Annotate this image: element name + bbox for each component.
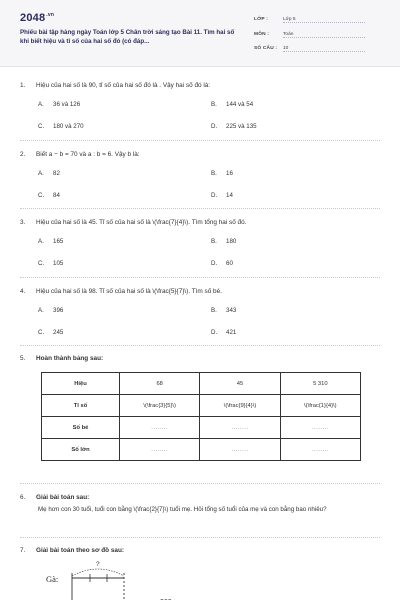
option-1a[interactable] [38,101,80,108]
table-row [42,373,361,395]
option-4a[interactable] [38,307,63,314]
segment-diagram-svg [38,560,338,600]
table-cell: \(\frac{1}{4}\) [280,395,360,417]
row-header: Số bé [42,417,120,439]
question-text: Hoàn thành bảng sau: [36,355,104,362]
option-letter: B. [211,170,217,177]
option-letter: A. [38,101,44,108]
row-header: Số lớn [42,439,120,461]
option-3d[interactable] [211,260,233,267]
question-6 [20,494,89,501]
option-text: 180 và 270 [53,123,84,130]
option-text: 180 [226,238,237,245]
option-2a[interactable] [38,170,60,177]
site-logo[interactable] [20,12,54,24]
table-cell: 5 310 [280,373,360,395]
option-letter: A. [38,307,44,314]
answer-blank[interactable]: ........ [200,417,280,439]
option-text: 421 [226,329,237,336]
option-letter: C. [38,329,45,336]
divider [20,277,380,278]
option-1c[interactable] [38,123,84,130]
table-row [42,417,361,439]
meta-label: LỚP : [254,17,269,22]
question-number: 6. [20,494,26,501]
question-title: Giải bài toán theo sơ đồ sau: [36,547,124,554]
option-text: 225 và 135 [226,123,257,130]
question-number: 4. [20,288,26,295]
meta-value: Toán [283,32,365,38]
table-cell: 68 [120,373,200,395]
option-text: 105 [53,260,64,267]
option-letter: A. [38,170,44,177]
answer-blank[interactable]: ........ [120,417,200,439]
question-3 [20,219,246,226]
table-cell: \(\frac{3}{5}\) [120,395,200,417]
question-7 [20,547,124,554]
option-text: 343 [226,307,237,314]
option-letter: B. [211,101,217,108]
question-number: 3. [20,219,26,226]
meta-value: 10 [283,46,365,52]
meta-label: SỐ CÂU : [254,46,278,51]
option-text: 36 và 126 [53,101,81,108]
question-title: Giải bài toán sau: [36,494,90,501]
divider [20,345,380,346]
row-header: Tỉ số [42,395,120,417]
option-3c[interactable] [38,260,63,267]
logo-text: 2048 [20,12,46,24]
option-text: 396 [53,307,64,314]
ratio-table [41,372,361,461]
question-number: 2. [20,151,26,158]
logo-suffix: .vn [46,12,55,19]
option-1d[interactable] [211,123,257,130]
option-letter: D. [211,260,218,267]
option-letter: C. [38,260,45,267]
option-letter: D. [211,329,218,336]
divider [20,537,380,538]
document-title: Phiếu bài tập hàng ngày Toán lớp 5 Chân trời sáng tạo Bài 11. Tìm hai số khi biết hiệu và tỉ số của hai số đó (có đáp... [20,29,235,45]
option-3b[interactable] [211,238,236,245]
row-header: Hiệu [42,373,120,395]
option-text: 14 [226,192,233,199]
option-text: 245 [53,329,64,336]
segment-diagram [38,560,338,600]
answer-blank[interactable]: ........ [200,439,280,461]
meta-row-subject [254,32,374,38]
meta-row-class [254,17,374,23]
table-row [42,439,361,461]
option-text: 16 [226,170,233,177]
question-text: Biết a − b = 70 và a : b = 6. Vậy b là: [36,151,140,158]
answer-blank[interactable]: ........ [120,439,200,461]
option-2c[interactable] [38,192,60,199]
table-cell: \(\frac{9}{4}\) [200,395,280,417]
answer-blank[interactable]: ........ [280,439,360,461]
divider [20,140,380,141]
meta-row-count [254,46,374,52]
meta-value: Lớp 5 [283,17,365,23]
question-number: 7. [20,547,26,554]
divider [20,208,380,209]
option-2b[interactable] [211,170,233,177]
option-letter: B. [211,238,217,245]
option-letter: C. [38,123,45,130]
option-text: 82 [53,170,60,177]
meta-label: MÔN : [254,32,270,37]
question-2 [20,151,140,158]
unknown-mark: ? [96,561,100,568]
question-text: Hiệu của hai số là 90, tỉ số của hai số đó là . Vậy hai số đó là: [36,82,211,89]
worksheet-header [0,0,400,67]
option-letter: D. [211,123,218,130]
answer-blank[interactable]: ........ [280,417,360,439]
option-2d[interactable] [211,192,233,199]
option-text: 84 [53,192,60,199]
option-4b[interactable] [211,307,236,314]
option-text: 60 [226,260,233,267]
option-4d[interactable] [211,329,236,336]
question-6-body: Mẹ hơn con 30 tuổi, tuổi con bằng \(\frac{2}{7}\) tuổi mẹ. Hỏi tổng số tuổi của mẹ và con bằng bao nhiêu? [38,506,327,513]
option-letter: A. [38,238,44,245]
question-text: Hiệu của hai số là 45. Tỉ số của hai số là \(\frac{7}{4}\). Tìm tổng hai số đó. [36,219,247,226]
divider [20,483,380,484]
option-letter: B. [211,307,217,314]
question-4 [20,288,222,295]
question-number: 5. [20,355,26,362]
table-cell: 45 [200,373,280,395]
option-letter: D. [211,192,218,199]
option-1b[interactable] [211,101,253,108]
option-letter: C. [38,192,45,199]
option-3a[interactable] [38,238,63,245]
question-number: 1. [20,82,26,89]
option-text: 165 [53,238,64,245]
question-5 [20,355,103,362]
table-row [42,395,361,417]
diagram-label: Gà: [46,574,59,584]
question-1 [20,82,210,89]
brace-arc [72,569,124,576]
question-text: Hiệu của hai số là 98. Tỉ số của hai số là \(\frac{5}{7}\). Tìm số bé. [36,288,222,295]
option-4c[interactable] [38,329,63,336]
option-text: 144 và 54 [226,101,254,108]
